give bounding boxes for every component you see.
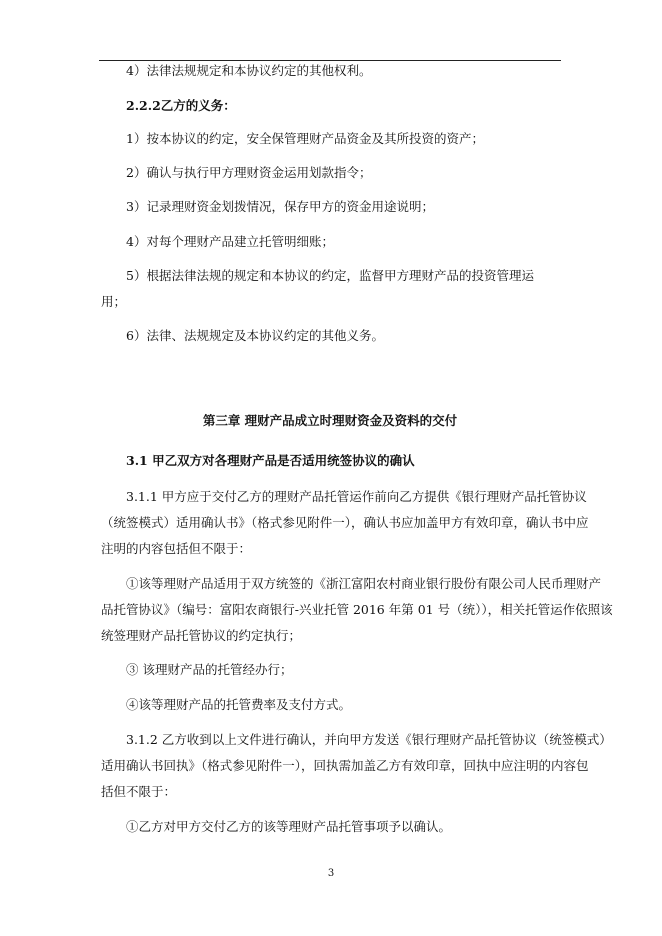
section-222-heading: 2.2.2乙方的义务： xyxy=(126,98,236,113)
para-311-line-1: 3.1.1 甲方应于交付乙方的理财产品托管运作前向乙方提供《银行理财产品托管协议 xyxy=(126,489,587,504)
page-number: 3 xyxy=(327,868,335,879)
item-4: ④该等理财产品的托管费率及支付方式。 xyxy=(126,697,352,712)
para-312-line-1: 3.1.2 乙方收到以上文件进行确认，并向甲方发送《银行理财产品托管协议（统签模式） xyxy=(126,732,612,747)
para-312-line-3: 括但不限于： xyxy=(101,784,177,799)
item-1-line-3: 统签理财产品托管协议的约定执行； xyxy=(101,628,302,643)
section-31-heading: 3.1 甲乙双方对各理财产品是否适用统签协议的确认 xyxy=(126,453,415,468)
obligation-item-1: 1）按本协议的约定，安全保管理财产品资金及其所投资的资产； xyxy=(126,131,484,146)
obligation-item-6: 6）法律、法规规定及本协议约定的其他义务。 xyxy=(126,328,384,343)
para-311-line-3: 注明的内容包括但不限于： xyxy=(101,541,252,556)
prior-item-4: 4）法律法规规定和本协议约定的其他权利。 xyxy=(126,63,372,78)
item-1-line-1: ①该等理财产品适用于双方统签的《浙江富阳农村商业银行股份有限公司人民币理财产 xyxy=(126,576,602,591)
para-312-line-2: 适用确认书回执》（格式参见附件一），回执需加盖乙方有效印章，回执中应注明的内容包 xyxy=(101,758,589,773)
item-1b: ①乙方对甲方交付乙方的该等理财产品托管事项予以确认。 xyxy=(126,819,452,834)
obligation-item-3: 3）记录理财资金划拨情况，保存甲方的资金用途说明； xyxy=(126,199,434,214)
para-311-line-2: （统签模式）适用确认书》（格式参见附件一），确认书应加盖甲方有效印章，确认书中应 xyxy=(101,515,589,530)
item-3: ③ 该理财产品的托管经办行； xyxy=(126,662,293,677)
obligation-item-4: 4）对每个理财产品建立托管明细账； xyxy=(126,234,334,249)
item-1-line-2: 品托管协议》（编号：富阳农商银行-兴业托管 2016 年第 01 号（统）），相关托管运作依照该 xyxy=(101,602,613,617)
obligation-item-5: 5）根据法律法规的规定和本协议的约定，监督甲方理财产品的投资管理运 xyxy=(126,268,534,283)
header-rule xyxy=(99,60,561,61)
chapter-3-title: 第三章 理财产品成立时理财资金及资料的交付 xyxy=(202,413,458,428)
obligation-item-5-continued: 用； xyxy=(101,294,127,309)
obligation-item-2: 2）确认与执行甲方理财资金运用划款指令； xyxy=(126,165,372,180)
